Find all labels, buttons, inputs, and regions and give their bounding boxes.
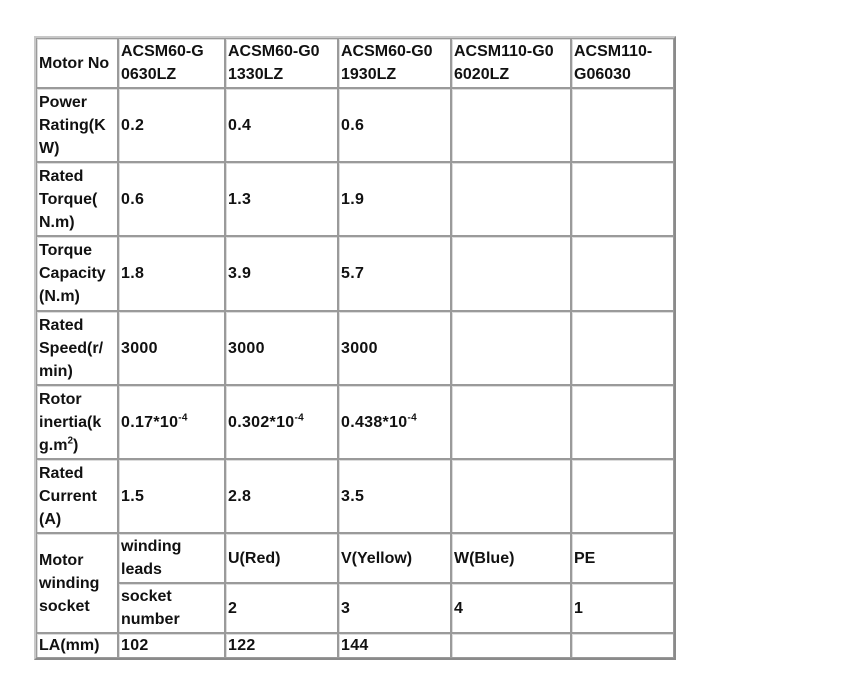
table-cell: 0.6 — [338, 88, 451, 162]
model-cell: ACSM60-G0 1930LZ — [338, 38, 451, 88]
table-row-la — [36, 633, 674, 658]
table-cell: 3.9 — [225, 236, 338, 311]
table-row-power — [36, 88, 674, 162]
sub-label: winding leads — [118, 533, 225, 583]
table-cell — [451, 236, 571, 311]
table-row-torque — [36, 162, 674, 236]
table-cell: 3000 — [338, 311, 451, 385]
table-cell — [451, 88, 571, 162]
table-cell — [571, 236, 674, 311]
table-cell: 4 — [451, 583, 571, 633]
row-label: Rated Current (A) — [36, 459, 118, 533]
table-cell — [451, 162, 571, 236]
row-label: LA(mm) — [36, 633, 118, 658]
table-cell: 2.8 — [225, 459, 338, 533]
table-row-torque-capacity — [36, 236, 674, 311]
table-cell: 102 — [118, 633, 225, 658]
table-cell: $0.438*10^{-4}$ — [338, 385, 451, 459]
table-cell: 0.2 — [118, 88, 225, 162]
table-cell: $0.17*10^{-4}$ — [118, 385, 225, 459]
table-cell: $0.302*10^{-4}$ — [225, 385, 338, 459]
table-row-winding-leads — [36, 533, 674, 583]
table-cell — [571, 162, 674, 236]
row-label: Rated Torque( N.m) — [36, 162, 118, 236]
table-cell — [571, 88, 674, 162]
row-label: Rotor inertia(k $g.m^2$) — [36, 385, 118, 459]
model-cell: ACSM110- G06030 — [571, 38, 674, 88]
table-cell: 5.7 — [338, 236, 451, 311]
table-cell — [571, 633, 674, 658]
row-label: Motor winding socket — [36, 533, 118, 633]
model-cell: ACSM60-G 0630LZ — [118, 38, 225, 88]
table-cell: 1.3 — [225, 162, 338, 236]
model-cell: ACSM110-G0 6020LZ — [451, 38, 571, 88]
table-cell: 122 — [225, 633, 338, 658]
table-cell: 1.9 — [338, 162, 451, 236]
table-cell: U(Red) — [225, 533, 338, 583]
sub-label: socket number — [118, 583, 225, 633]
model-cell: ACSM60-G0 1330LZ — [225, 38, 338, 88]
row-label: Rated Speed(r/ min) — [36, 311, 118, 385]
table-cell: W(Blue) — [451, 533, 571, 583]
table-cell: 3 — [338, 583, 451, 633]
table-cell: 1.5 — [118, 459, 225, 533]
table-cell: 2 — [225, 583, 338, 633]
motor-spec-table — [34, 36, 676, 660]
table-row-inertia — [36, 385, 674, 459]
table-row-speed — [36, 311, 674, 385]
table-cell: 0.6 — [118, 162, 225, 236]
table-cell: 1 — [571, 583, 674, 633]
table-row-current — [36, 459, 674, 533]
table-cell — [451, 385, 571, 459]
row-label: Power Rating(K W) — [36, 88, 118, 162]
table-cell: 0.4 — [225, 88, 338, 162]
table-cell — [571, 385, 674, 459]
motor-no-label: Motor No — [36, 38, 118, 88]
table-cell: 3000 — [118, 311, 225, 385]
table-cell — [571, 459, 674, 533]
table-cell: 144 — [338, 633, 451, 658]
header-row — [36, 38, 674, 88]
table-cell — [571, 311, 674, 385]
table-cell: PE — [571, 533, 674, 583]
table-cell: 3000 — [225, 311, 338, 385]
table-cell — [451, 311, 571, 385]
table-cell — [451, 633, 571, 658]
table-cell: 3.5 — [338, 459, 451, 533]
table-cell: V(Yellow) — [338, 533, 451, 583]
table-cell: 1.8 — [118, 236, 225, 311]
table-cell — [451, 459, 571, 533]
table-row-socket-number — [36, 583, 674, 633]
row-label: Torque Capacity (N.m) — [36, 236, 118, 311]
